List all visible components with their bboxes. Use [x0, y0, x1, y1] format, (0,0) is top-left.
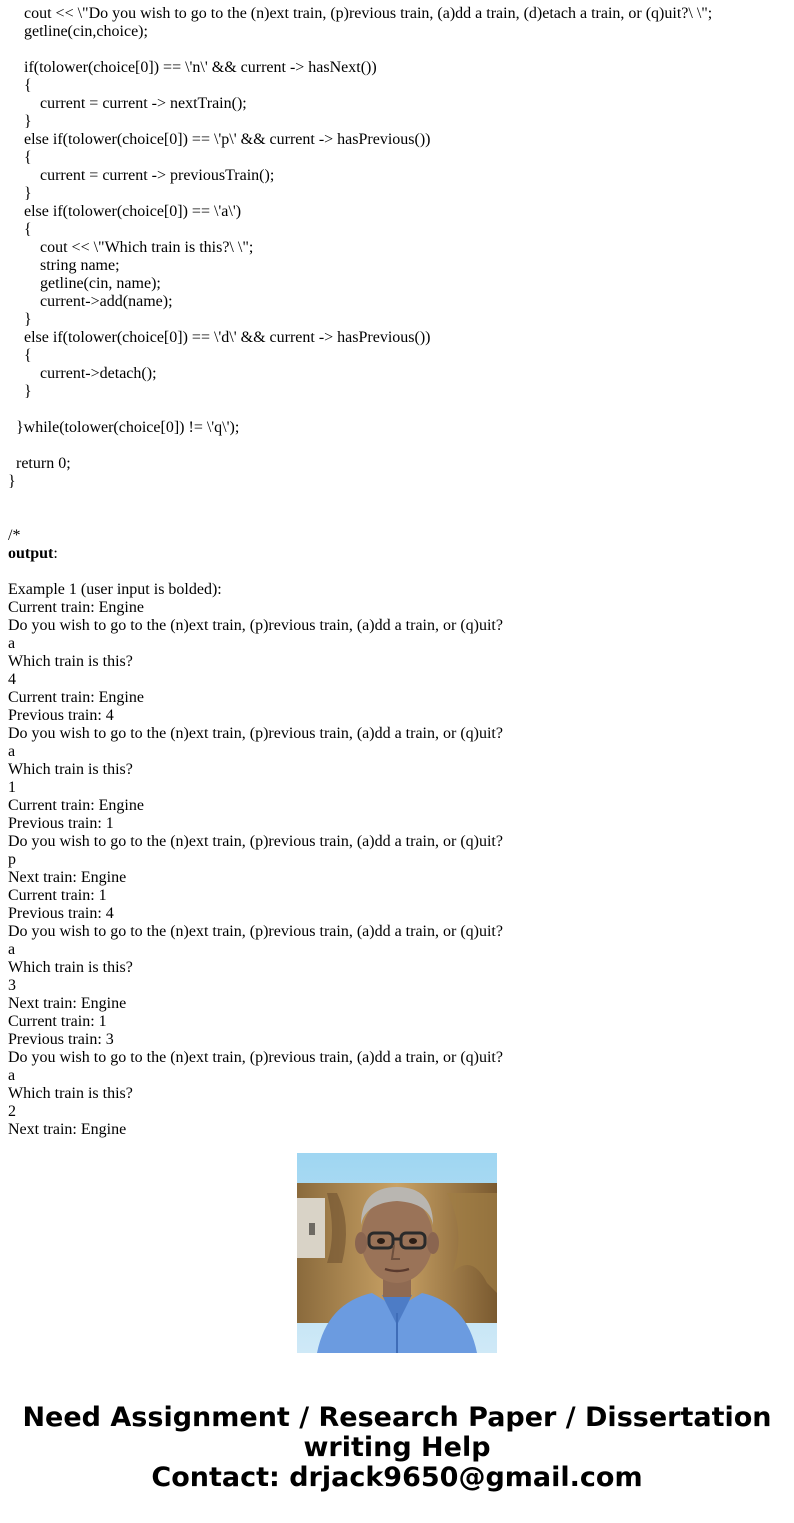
document-line: Example 1 (user input is bolded):	[8, 581, 222, 598]
document-line: else if(tolower(choice[0]) == \'p\' && current -> hasPrevious())	[8, 131, 431, 148]
document-line: 2	[8, 1103, 16, 1120]
document-line: {	[8, 221, 32, 238]
document-line: a	[8, 941, 16, 958]
document-line: Which train is this?	[8, 653, 133, 670]
document-line: current->add(name);	[8, 293, 173, 310]
document-line: else if(tolower(choice[0]) == \'d\' && current -> hasPrevious())	[8, 329, 431, 346]
document-line: Previous train: 4	[8, 707, 114, 724]
document-line: Previous train: 3	[8, 1031, 114, 1048]
document-line: Current train: 1	[8, 887, 107, 904]
document-line: }	[8, 113, 32, 130]
document-line: 1	[8, 779, 16, 796]
document-line: Current train: Engine	[8, 797, 144, 814]
advert-line-1: Need Assignment / Research Paper / Dissertation	[22, 1402, 772, 1433]
document-line: Do you wish to go to the (n)ext train, (p)revious train, (a)dd a train, or (q)uit?	[8, 617, 503, 634]
document-line: if(tolower(choice[0]) == \'n\' && current -> hasNext())	[8, 59, 377, 76]
document-line: return 0;	[8, 455, 71, 472]
document-line: p	[8, 851, 16, 868]
advert-line-2: writing Help	[303, 1432, 491, 1463]
document-line: Next train: Engine	[8, 1121, 127, 1138]
document-line: current = current -> nextTrain();	[8, 95, 247, 112]
document-line: {	[8, 149, 32, 166]
document-line: /*	[8, 527, 21, 544]
document-line: Previous train: 4	[8, 905, 114, 922]
advert-contact-line: Contact: drjack9650@gmail.com	[151, 1462, 643, 1493]
document-line: Next train: Engine	[8, 995, 127, 1012]
document-line: Current train: Engine	[8, 599, 144, 616]
document-line: Which train is this?	[8, 959, 133, 976]
document-line: }while(tolower(choice[0]) != \'q\');	[8, 419, 240, 436]
document-line: getline(cin, name);	[8, 275, 161, 292]
document-line: string name;	[8, 257, 120, 274]
document-line: Do you wish to go to the (n)ext train, (p)revious train, (a)dd a train, or (q)uit?	[8, 923, 503, 940]
document-line: cout << \"Which train is this?\ \";	[8, 239, 254, 256]
document-line: Do you wish to go to the (n)ext train, (p)revious train, (a)dd a train, or (q)uit?	[8, 1049, 503, 1066]
document-line: getline(cin,choice);	[8, 23, 148, 40]
document-line: Previous train: 1	[8, 815, 114, 832]
bold-label: output	[8, 545, 54, 562]
document-line: }	[8, 383, 32, 400]
document-line: }	[8, 311, 32, 328]
document-line: Current train: 1	[8, 1013, 107, 1030]
document-line: {	[8, 347, 32, 364]
document-line: else if(tolower(choice[0]) == \'a\')	[8, 203, 242, 220]
document-line: a	[8, 743, 16, 760]
document-line: Next train: Engine	[8, 869, 127, 886]
label-suffix: :	[53, 545, 58, 562]
document-line: Do you wish to go to the (n)ext train, (p)revious train, (a)dd a train, or (q)uit?	[8, 833, 503, 850]
document-line: }	[8, 185, 32, 202]
document-line: Which train is this?	[8, 1085, 133, 1102]
person-photo-icon	[297, 1153, 497, 1353]
document-line: }	[8, 473, 16, 490]
document-line: cout << \"Do you wish to go to the (n)ext train, (p)revious train, (a)dd a train, (d)etach a train, or (q)uit?\ \";	[8, 5, 713, 22]
document-line	[8, 545, 58, 563]
document-line: 3	[8, 977, 16, 994]
document-line: current = current -> previousTrain();	[8, 167, 275, 184]
document-line: {	[8, 77, 32, 94]
assignment-help-advert	[0, 1403, 794, 1493]
document-line: a	[8, 1067, 16, 1084]
avatar	[297, 1153, 497, 1353]
document-line: a	[8, 635, 16, 652]
document-line: Current train: Engine	[8, 689, 144, 706]
document-line: Do you wish to go to the (n)ext train, (p)revious train, (a)dd a train, or (q)uit?	[8, 725, 503, 742]
document-line: current->detach();	[8, 365, 157, 382]
document-line: 4	[8, 671, 16, 688]
document-line: Which train is this?	[8, 761, 133, 778]
